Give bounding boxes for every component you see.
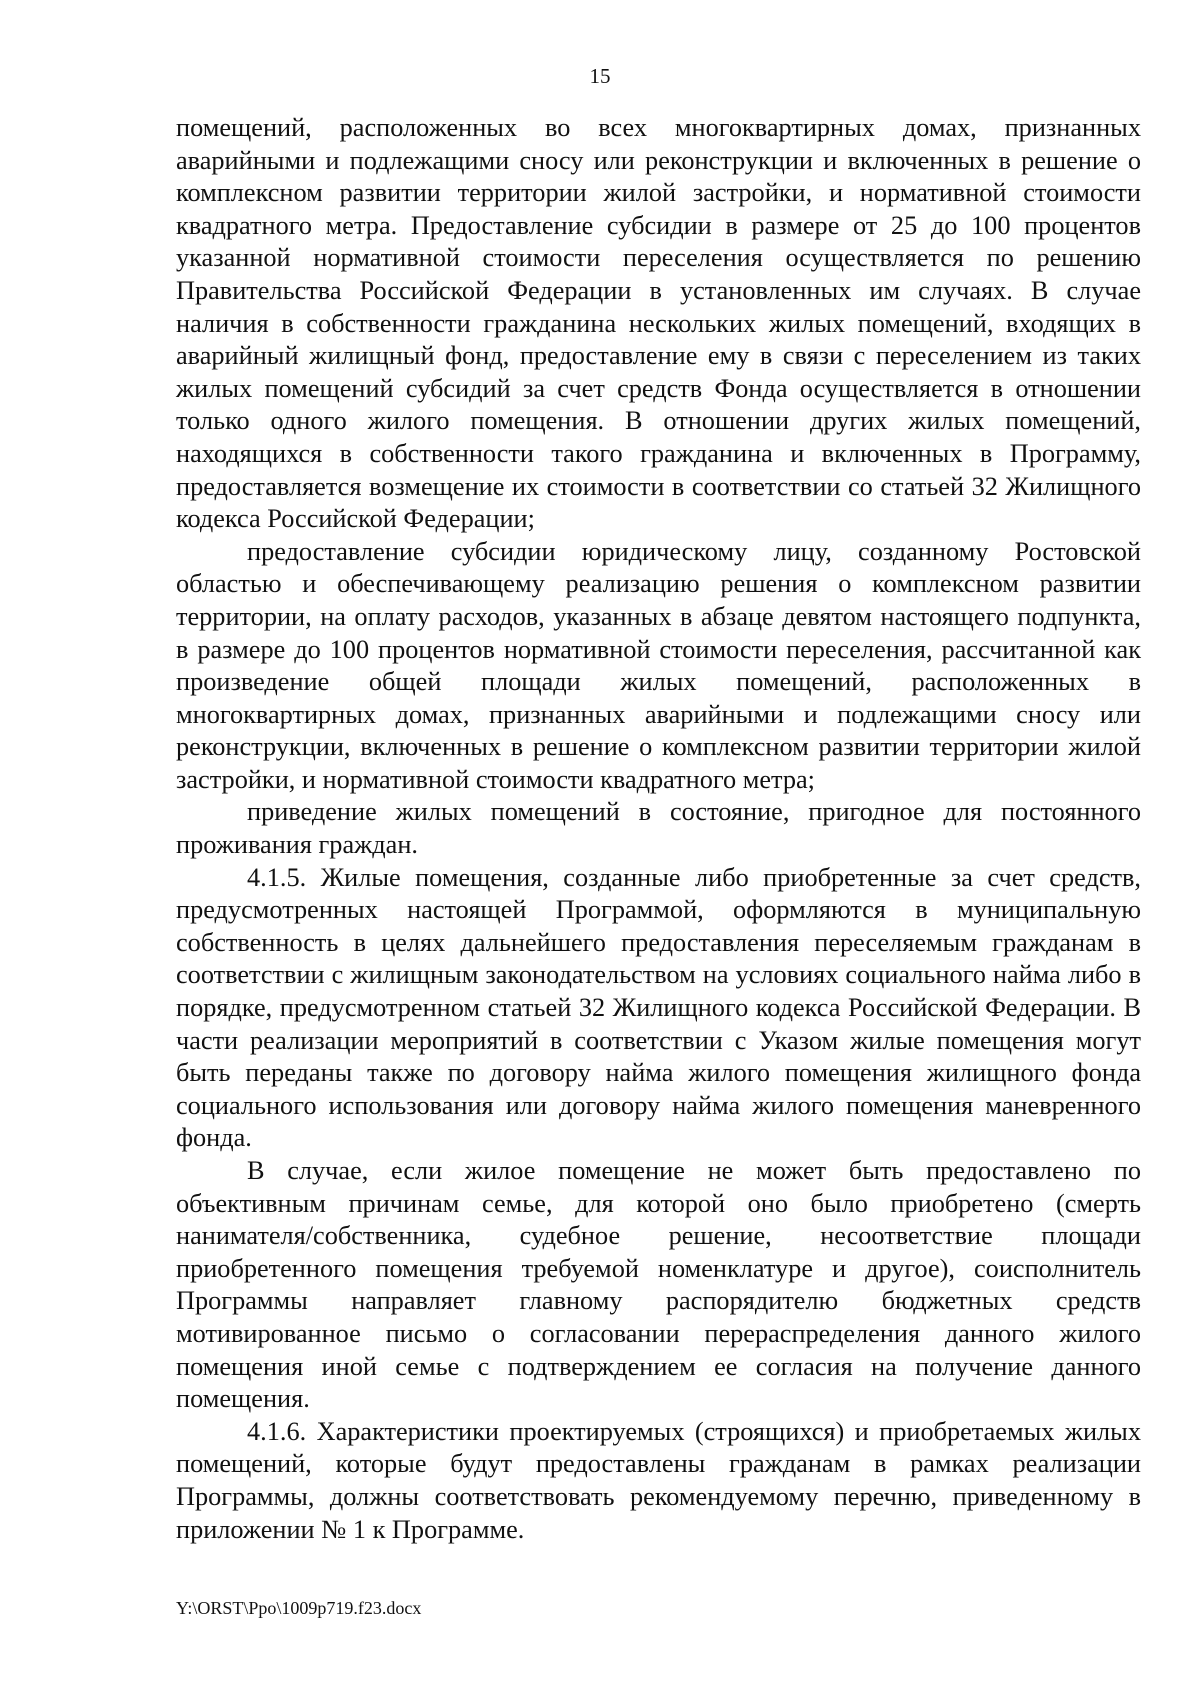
document-body bbox=[176, 112, 1141, 1546]
page-number: 15 bbox=[589, 64, 611, 88]
footer-file-path: Y:\ORST\Ppo\1009p719.f23.docx bbox=[176, 1598, 422, 1618]
paragraph-4-1-6: 4.1.6. Характеристики проектируемых (строящихся) и приобретаемых жилых помещений, которые будут предоставлены гражданам в рамках реализации Программы, должны соответствовать рекомендуемому перечню, приведенному в приложении № 1 к Программе. bbox=[176, 1416, 1141, 1544]
paragraph-housing-condition: приведение жилых помещений в состояние, пригодное для постоянного проживания граждан. bbox=[176, 797, 1141, 860]
paragraph-continuation: помещений, расположенных во всех многоквартирных домах, признанных аварийными и подлежащими сносу или реконструкции и включенных в решение о комплексном развитии территории жилой застройки, и нормативной стоимости квадратного метра. Предоставление субсидии в размере от 25 до 100 процентов указанной нормативной стоимости переселения осуществляется по решению Правительства Российской Федерации в установленных им случаях. В случае наличия в собственности гражданина нескольких жилых помещений, входящих в аварийный жилищный фонд, предоставление ему в связи с переселением из таких жилых помещений субсидий за счет средств Фонда осуществляется в отношении только одного жилого помещения. В отношении других жилых помещений, находящихся в собственности такого гражданина и включенных в Программу, предоставляется возмещение их стоимости в соответствии со статьей 32 Жилищного кодекса Российской Федерации; bbox=[176, 113, 1141, 534]
paragraph-legal-entity-subsidy: предоставление субсидии юридическому лицу, созданному Ростовской областью и обеспечивающему реализацию решения о комплексном развитии территории, на оплату расходов, указанных в абзаце девятом настоящего подпункта, в размере до 100 процентов нормативной стоимости переселения, рассчитанной как произведение общей площади жилых помещений, расположенных в многоквартирных домах, признанных аварийными и подлежащими сносу или реконструкции, включенных в решение о комплексном развитии территории жилой застройки, и нормативной стоимости квадратного метра; bbox=[176, 536, 1141, 794]
paragraph-4-1-5: 4.1.5. Жилые помещения, созданные либо приобретенные за счет средств, предусмотренных настоящей Программой, оформляются в муниципальную собственность в целях дальнейшего предоставления переселяемым гражданам в соответствии с жилищным законодательством на условиях социального найма либо в порядке, предусмотренном статьей 32 Жилищного кодекса Российской Федерации. В части реализации мероприятий в соответствии с Указом жилые помещения могут быть переданы также по договору найма жилого помещения жилищного фонда социального использования или договору найма жилого помещения маневренного фонда. bbox=[176, 862, 1141, 1153]
paragraph-reallocation: В случае, если жилое помещение не может быть предоставлено по объективным причинам семье, для которой оно было приобретено (смерть нанимателя/собственника, судебное решение, несоответствие площади приобретенного помещения требуемой номенклатуре и другое), соисполнитель Программы направляет главному распорядителю бюджетных средств мотивированное письмо о согласовании перераспределения данного жилого помещения иной семье с подтверждением ее согласия на получение данного помещения. bbox=[176, 1156, 1141, 1414]
